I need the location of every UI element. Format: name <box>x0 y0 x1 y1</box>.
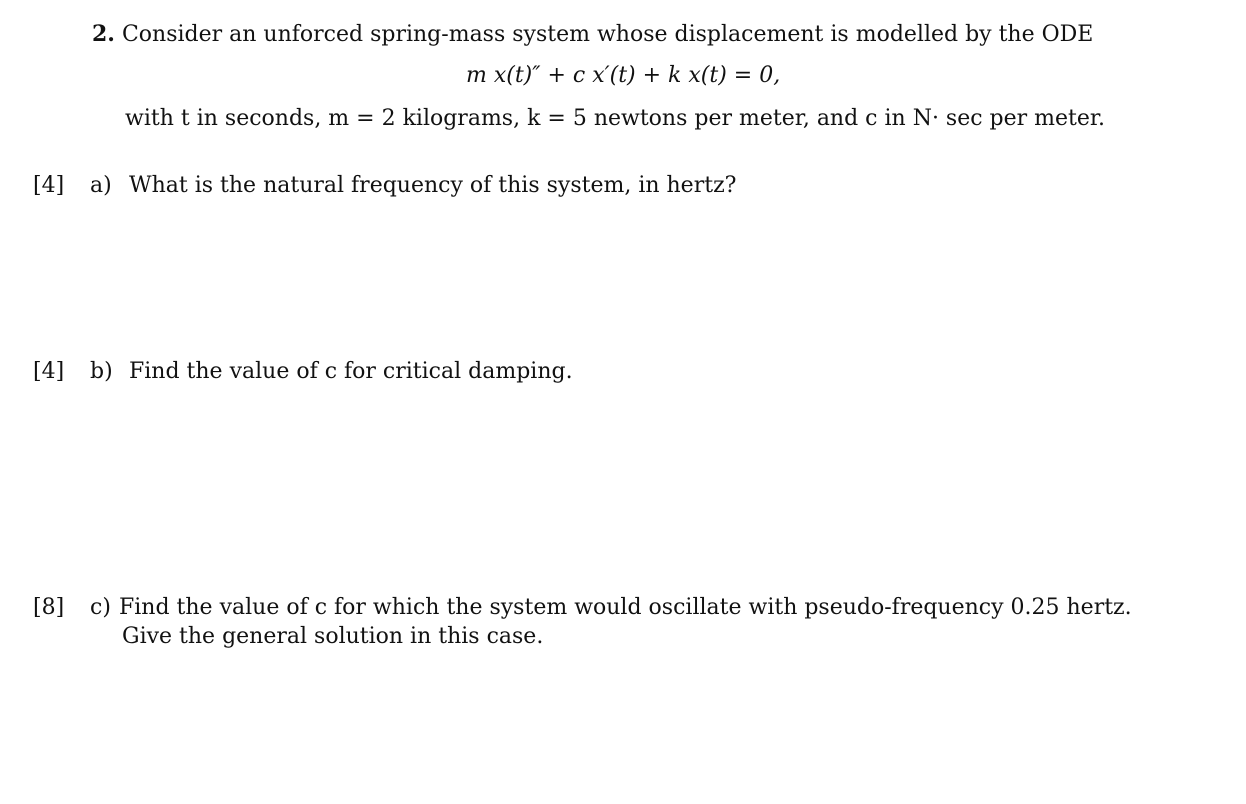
part-b-text: Find the value of c for critical damping. <box>129 359 573 384</box>
part-c-label: c) <box>90 595 111 620</box>
part-c-text-continued: Give the general solution in this case. <box>122 624 544 649</box>
part-a-label: a) <box>90 173 112 198</box>
part-a-text: What is the natural frequency of this system, in hertz? <box>129 173 737 198</box>
ode-equation: m x(t)″ + c x′(t) + k x(t) = 0, <box>466 63 781 88</box>
part-c-marks: [8] <box>33 595 65 620</box>
part-b-marks: [4] <box>33 359 65 384</box>
question-number: 2. <box>92 21 115 47</box>
part-b-label: b) <box>90 359 113 384</box>
question-conditions: with t in seconds, m = 2 kilograms, k = 5 newtons per meter, and c in N· sec per meter. <box>125 106 1105 131</box>
part-a-marks: [4] <box>33 173 65 198</box>
question-intro: Consider an unforced spring-mass system whose displacement is modelled by the ODE <box>121 22 1094 47</box>
question-intro-line <box>92 20 1093 49</box>
part-c-text: Find the value of c for which the system would oscillate with pseudo-frequency 0.25 hertz. <box>119 595 1132 620</box>
